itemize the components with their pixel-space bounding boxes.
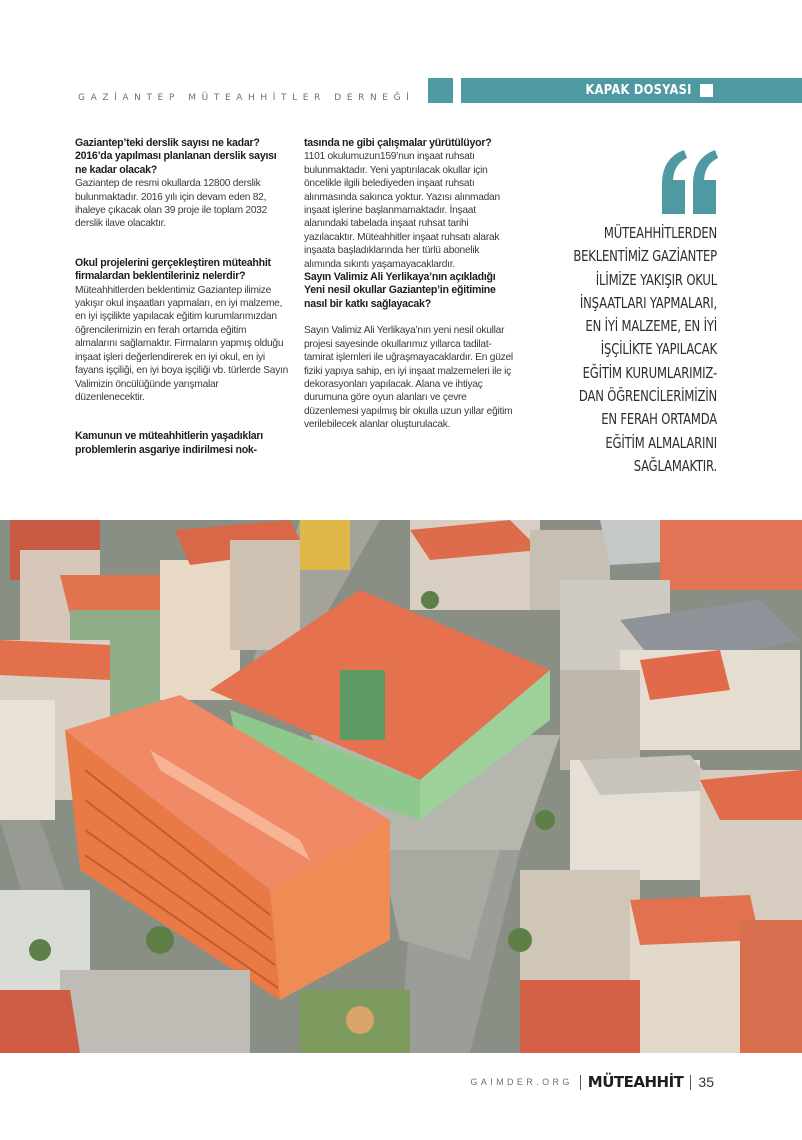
pull-quote-line: DAN ÖĞRENCİLERİMİZİN <box>578 387 717 406</box>
question-3-continued: tasında ne gibi çalışmalar yürütülüyor? <box>304 137 492 149</box>
pull-quote-line: EN FERAH ORTAMDA <box>601 410 717 429</box>
section-square-icon <box>700 84 713 97</box>
page-number: 35 <box>698 1074 714 1090</box>
pull-quote-line: EĞİTİM ALMALARINI <box>605 433 717 452</box>
section-title: KAPAK DOSYASI <box>585 83 692 98</box>
answer-2: Müteahhitlerden beklentimiz Gaziantep ilimize yakışır okul inşaatları yapmaları, en iyi malzeme, en iyi işçilikte yapılacak eğitim kurumlarımızdan öğrencilerimizin en ferah ortamda eğitim almalarını sağlamaktır. Firmaların yapmış olduğu inşaat işleri değerlendirerek en iyi okul, en iyi fayans işçiliği, en iyi boya işçiliği vb. türlerde Sayın Valimizin öncülüğünde yarışmalar düzenlenecektir. <box>75 284 289 403</box>
pull-quote-line: EN İYİ MALZEME, EN İYİ <box>585 317 717 336</box>
pull-quote-line: BEKLENTİMİZ GAZİANTEP <box>573 247 717 266</box>
magazine-logo: MÜTEAHHİT <box>587 1073 684 1091</box>
question-2: Okul projelerini gerçekleştiren müteahhit firmalardan beklentileriniz nelerdir? <box>75 256 271 283</box>
answer-3: 1101 okulumuzun159’nun inşaat ruhsatı bulunmaktadır. Yeni yaptırılacak okullar için öncelikle ilgili belediyeden inşaat ruhsatı alınmasında sakınca yoktur. Yazısı alınmadan inşaat işlerine başlanmamaktadır. İnşaat alanındaki tabelada inşaat ruhsat tarihi yazılacaktır. Müteahhitler inşaat ruhsatı alarak inşaata başladıklarında her türlü abonelik alımında sıkıntı yaşamayacaklardır. <box>304 151 500 270</box>
aerial-school-photo <box>0 520 802 1053</box>
question-1: Gaziantep’teki derslik sayısı ne kadar? 2016’da yapılması planlanan derslik sayısı ne kadar olacak? <box>75 137 277 176</box>
quote-mark-icon <box>660 150 718 214</box>
answer-4: Sayın Valimiz Ali Yerlikaya’nın yeni nesil okullar projesi sayesinde okullarımız yıllarca tadilat- tamirat işlemleri ile uğraşmayacaklardır. En güzel fiziki yapıya sahip, en iyi inşaat malzemeleri ile iç dekorasyonları yapılacak. Alana ve ihtiyaç durumuna göre oyun alanları ve çevre düzenlemesi yapılmış bir okulla uzun yıllar eğitim verilebilecek alanlar oluşturulacak. <box>304 325 513 431</box>
article-column-2 <box>304 137 518 432</box>
footer-divider <box>690 1075 691 1090</box>
question-4: Sayın Valimiz Ali Yerlikaya’nın açıkladığı Yeni nesil okullar Gaziantep’in eğitimine nasıl bir katkı sağlayacak? <box>304 271 496 310</box>
website-link[interactable]: GAIMDER.ORG <box>470 1077 573 1087</box>
footer-divider <box>580 1075 581 1090</box>
page-footer <box>470 1073 714 1091</box>
pull-quote-line: SAĞLAMAKTIR. <box>633 456 717 475</box>
header-accent-square <box>428 78 453 103</box>
pull-quote-line: İNŞAATLARI YAPMALARI, <box>579 293 717 312</box>
answer-1: Gaziantep de resmi okullarda 12800 derslik bulunmaktadır. 2016 yılı için devam eden 82, ihaleye çıkacak olan 39 proje ile toplam 2032 derslik ilave olacaktır. <box>75 178 268 230</box>
section-banner <box>461 78 802 103</box>
pull-quote-line: İLİMİZE YAKIŞIR OKUL <box>595 270 717 289</box>
pull-quote-line: MÜTEAHHİTLERDEN <box>603 224 717 242</box>
publisher-name: GAZİANTEP MÜTEAHHİTLER DERNEĞİ <box>78 93 415 103</box>
article-column-1 <box>75 137 289 457</box>
pull-quote <box>546 222 717 478</box>
pull-quote-line: EĞİTİM KURUMLARIMIZ- <box>582 363 717 382</box>
question-3: Kamunun ve müteahhitlerin yaşadıkları problemlerin asgariye indirilmesi nok- <box>75 430 263 456</box>
pull-quote-line: İŞÇİLİKTE YAPILACAK <box>600 340 717 359</box>
